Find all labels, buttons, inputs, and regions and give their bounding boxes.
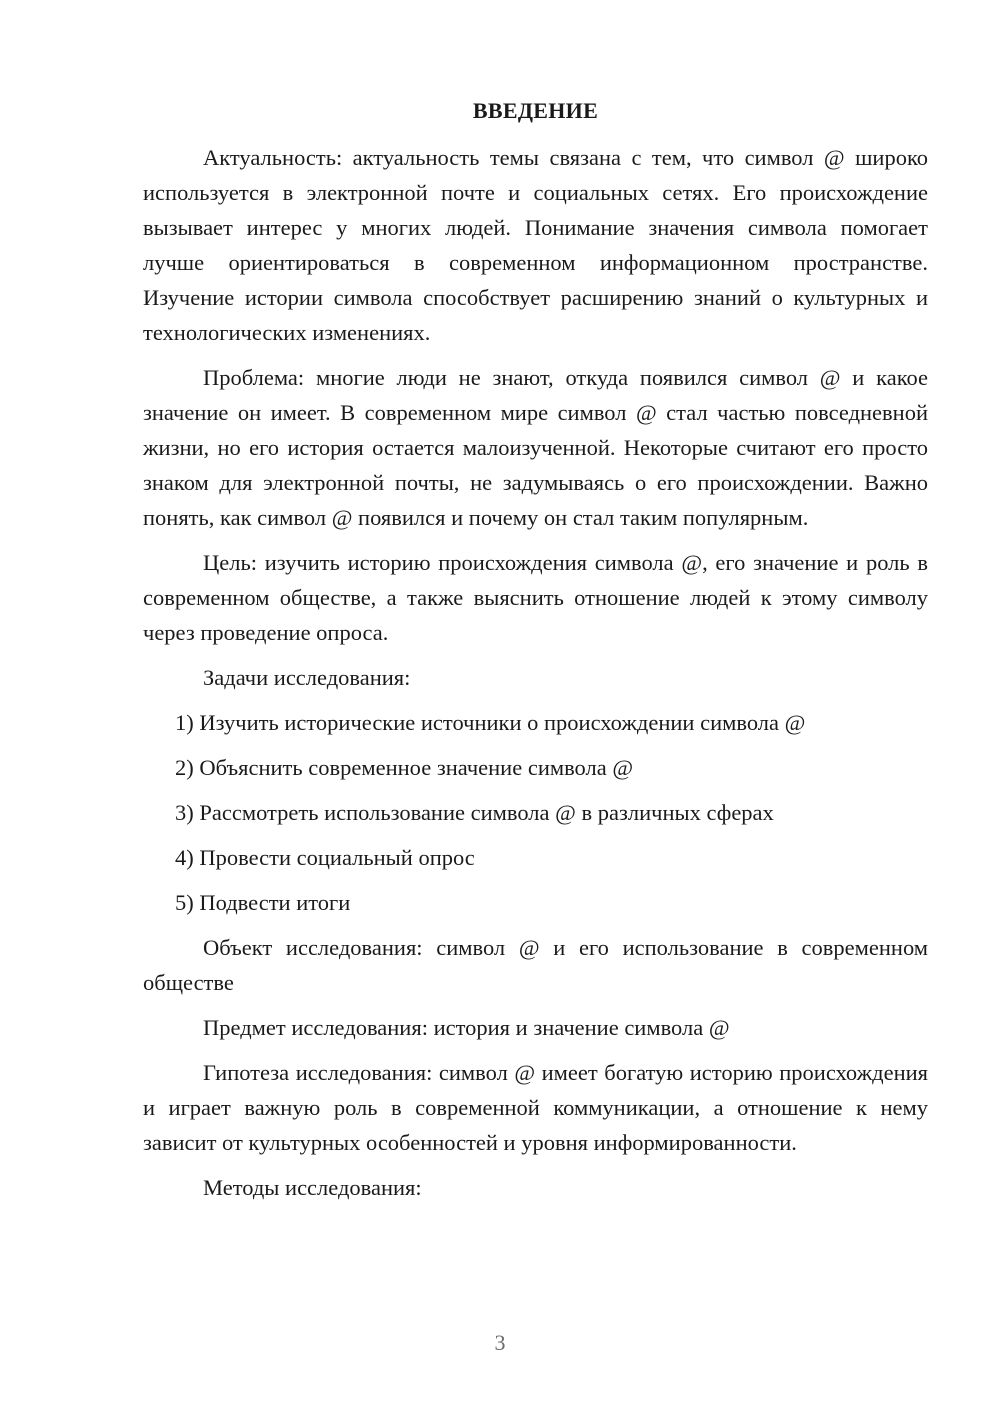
methods-heading: Методы исследования: [203,1175,422,1200]
list-item: 2) Объяснить современное значение символа @ [175,755,634,780]
tasks-list [143,705,928,920]
paragraph-object: Объект исследования: символ @ и его использование в современном обществе [143,935,928,995]
document-page [143,94,928,1215]
page-number: 3 [494,1330,506,1355]
section-title: ВВЕДЕНИЕ [472,98,599,123]
list-item: 3) Рассмотреть использование символа @ в различных сферах [175,800,774,825]
list-item: 4) Провести социальный опрос [175,845,475,870]
list-item: 5) Подвести итоги [175,890,351,915]
paragraph-problem: Проблема: многие люди не знают, откуда появился символ @ и какое значение он имеет. В современном мире символ @ стал частью повседневной жизни, но его история остается малоизученной. Некоторые считают его просто знаком для электронной почты, не задумываясь о его происхождении. Важно понять, как символ @ появился и почему он стал таким популярным. [143,365,928,530]
list-item: 1) Изучить исторические источники о происхождении символа @ [175,710,806,735]
paragraph-goal: Цель: изучить историю происхождения символа @, его значение и роль в современном обществе, а также выяснить отношение людей к этому символу через проведение опроса. [143,550,928,645]
paragraph-relevance: Актуальность: актуальность темы связана с тем, что символ @ широко используется в электронной почте и социальных сетях. Его происхождение вызывает интерес у многих людей. Понимание значения символа помогает лучше ориентироваться в современном информационном пространстве. Изучение истории символа способствует расширению знаний о культурных и технологических изменениях. [143,145,928,345]
paragraph-hypothesis: Гипотеза исследования: символ @ имеет богатую историю происхождения и играет важную роль в современной коммуникации, а отношение к нему зависит от культурных особенностей и уровня информированности. [143,1060,928,1155]
tasks-heading: Задачи исследования: [203,665,411,690]
paragraph-subject: Предмет исследования: история и значение символа @ [203,1015,730,1040]
